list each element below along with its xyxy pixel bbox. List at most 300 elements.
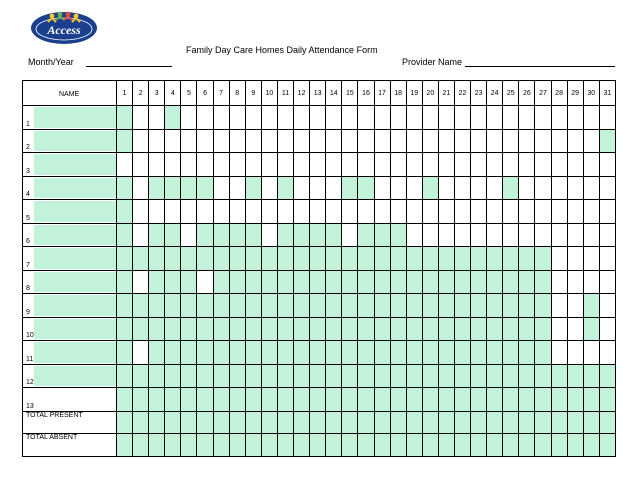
- attendance-cell[interactable]: [422, 223, 438, 247]
- total-cell[interactable]: [390, 434, 406, 457]
- attendance-cell[interactable]: [181, 341, 197, 365]
- attendance-cell[interactable]: [503, 388, 519, 412]
- attendance-cell[interactable]: [390, 364, 406, 388]
- attendance-cell[interactable]: [117, 294, 133, 318]
- attendance-cell[interactable]: [519, 270, 535, 294]
- total-cell[interactable]: [567, 411, 583, 434]
- attendance-cell[interactable]: [551, 341, 567, 365]
- total-cell[interactable]: [535, 434, 551, 457]
- attendance-cell[interactable]: [165, 364, 181, 388]
- attendance-cell[interactable]: [261, 294, 277, 318]
- attendance-cell[interactable]: [229, 388, 245, 412]
- total-cell[interactable]: [181, 411, 197, 434]
- total-cell[interactable]: [583, 411, 599, 434]
- attendance-cell[interactable]: [487, 153, 503, 177]
- attendance-cell[interactable]: [567, 200, 583, 224]
- total-cell[interactable]: [229, 434, 245, 457]
- attendance-cell[interactable]: [471, 200, 487, 224]
- attendance-cell[interactable]: [294, 388, 310, 412]
- attendance-cell[interactable]: [358, 129, 374, 153]
- child-name-cell[interactable]: [23, 270, 117, 294]
- attendance-cell[interactable]: [438, 317, 454, 341]
- name-entry-box[interactable]: [34, 248, 116, 269]
- attendance-cell[interactable]: [117, 223, 133, 247]
- attendance-cell[interactable]: [519, 223, 535, 247]
- attendance-cell[interactable]: [342, 317, 358, 341]
- attendance-cell[interactable]: [374, 388, 390, 412]
- attendance-cell[interactable]: [117, 106, 133, 130]
- attendance-cell[interactable]: [342, 247, 358, 271]
- attendance-cell[interactable]: [487, 364, 503, 388]
- child-name-cell[interactable]: [23, 294, 117, 318]
- total-cell[interactable]: [583, 434, 599, 457]
- total-cell[interactable]: [326, 434, 342, 457]
- attendance-cell[interactable]: [454, 364, 470, 388]
- attendance-cell[interactable]: [535, 294, 551, 318]
- attendance-cell[interactable]: [277, 341, 293, 365]
- attendance-cell[interactable]: [535, 176, 551, 200]
- attendance-cell[interactable]: [213, 223, 229, 247]
- total-cell[interactable]: [277, 411, 293, 434]
- attendance-cell[interactable]: [261, 153, 277, 177]
- attendance-cell[interactable]: [117, 388, 133, 412]
- attendance-cell[interactable]: [519, 153, 535, 177]
- attendance-cell[interactable]: [326, 247, 342, 271]
- attendance-cell[interactable]: [342, 200, 358, 224]
- attendance-cell[interactable]: [358, 176, 374, 200]
- attendance-cell[interactable]: [197, 223, 213, 247]
- attendance-cell[interactable]: [583, 153, 599, 177]
- child-name-cell[interactable]: [23, 129, 117, 153]
- attendance-cell[interactable]: [551, 270, 567, 294]
- total-cell[interactable]: [599, 411, 615, 434]
- attendance-cell[interactable]: [165, 153, 181, 177]
- attendance-cell[interactable]: [133, 317, 149, 341]
- attendance-cell[interactable]: [599, 294, 615, 318]
- attendance-cell[interactable]: [567, 388, 583, 412]
- attendance-cell[interactable]: [310, 317, 326, 341]
- total-cell[interactable]: [503, 434, 519, 457]
- attendance-cell[interactable]: [149, 294, 165, 318]
- attendance-cell[interactable]: [599, 200, 615, 224]
- total-cell[interactable]: [358, 411, 374, 434]
- name-entry-box[interactable]: [34, 295, 116, 316]
- attendance-cell[interactable]: [213, 153, 229, 177]
- attendance-cell[interactable]: [261, 106, 277, 130]
- attendance-cell[interactable]: [471, 317, 487, 341]
- attendance-cell[interactable]: [471, 364, 487, 388]
- attendance-cell[interactable]: [583, 270, 599, 294]
- attendance-cell[interactable]: [277, 247, 293, 271]
- total-cell[interactable]: [535, 411, 551, 434]
- attendance-cell[interactable]: [229, 364, 245, 388]
- attendance-cell[interactable]: [229, 341, 245, 365]
- attendance-cell[interactable]: [213, 388, 229, 412]
- attendance-cell[interactable]: [535, 200, 551, 224]
- attendance-cell[interactable]: [374, 129, 390, 153]
- attendance-cell[interactable]: [535, 388, 551, 412]
- attendance-cell[interactable]: [117, 247, 133, 271]
- attendance-cell[interactable]: [181, 200, 197, 224]
- attendance-cell[interactable]: [454, 388, 470, 412]
- attendance-cell[interactable]: [390, 317, 406, 341]
- attendance-cell[interactable]: [503, 153, 519, 177]
- name-entry-box[interactable]: [34, 342, 116, 363]
- name-entry-box[interactable]: [34, 225, 116, 246]
- attendance-cell[interactable]: [551, 223, 567, 247]
- attendance-cell[interactable]: [599, 270, 615, 294]
- attendance-cell[interactable]: [197, 153, 213, 177]
- attendance-cell[interactable]: [454, 200, 470, 224]
- attendance-cell[interactable]: [406, 341, 422, 365]
- attendance-cell[interactable]: [519, 294, 535, 318]
- attendance-cell[interactable]: [471, 294, 487, 318]
- name-entry-box[interactable]: [34, 131, 116, 152]
- total-cell[interactable]: [471, 411, 487, 434]
- attendance-cell[interactable]: [358, 223, 374, 247]
- total-cell[interactable]: [149, 411, 165, 434]
- attendance-cell[interactable]: [133, 294, 149, 318]
- attendance-cell[interactable]: [535, 247, 551, 271]
- attendance-cell[interactable]: [406, 153, 422, 177]
- attendance-cell[interactable]: [519, 364, 535, 388]
- child-name-cell[interactable]: [23, 388, 117, 412]
- attendance-cell[interactable]: [261, 200, 277, 224]
- attendance-cell[interactable]: [294, 247, 310, 271]
- attendance-cell[interactable]: [294, 176, 310, 200]
- attendance-cell[interactable]: [229, 200, 245, 224]
- attendance-cell[interactable]: [454, 176, 470, 200]
- attendance-cell[interactable]: [181, 364, 197, 388]
- child-name-cell[interactable]: [23, 176, 117, 200]
- attendance-cell[interactable]: [599, 388, 615, 412]
- total-cell[interactable]: [487, 411, 503, 434]
- attendance-cell[interactable]: [213, 176, 229, 200]
- attendance-cell[interactable]: [583, 388, 599, 412]
- attendance-cell[interactable]: [487, 223, 503, 247]
- attendance-cell[interactable]: [374, 317, 390, 341]
- attendance-cell[interactable]: [519, 247, 535, 271]
- attendance-cell[interactable]: [438, 176, 454, 200]
- attendance-cell[interactable]: [165, 294, 181, 318]
- attendance-cell[interactable]: [583, 294, 599, 318]
- attendance-cell[interactable]: [149, 341, 165, 365]
- provider-name-blank[interactable]: [465, 57, 615, 67]
- attendance-cell[interactable]: [551, 388, 567, 412]
- attendance-cell[interactable]: [422, 106, 438, 130]
- attendance-cell[interactable]: [406, 294, 422, 318]
- attendance-cell[interactable]: [133, 153, 149, 177]
- attendance-cell[interactable]: [390, 176, 406, 200]
- attendance-cell[interactable]: [326, 129, 342, 153]
- attendance-cell[interactable]: [567, 247, 583, 271]
- attendance-cell[interactable]: [326, 153, 342, 177]
- attendance-cell[interactable]: [551, 294, 567, 318]
- attendance-cell[interactable]: [535, 223, 551, 247]
- attendance-cell[interactable]: [567, 317, 583, 341]
- attendance-cell[interactable]: [326, 364, 342, 388]
- attendance-cell[interactable]: [422, 294, 438, 318]
- attendance-cell[interactable]: [197, 294, 213, 318]
- total-cell[interactable]: [133, 434, 149, 457]
- attendance-cell[interactable]: [117, 153, 133, 177]
- attendance-cell[interactable]: [197, 247, 213, 271]
- attendance-cell[interactable]: [422, 364, 438, 388]
- attendance-cell[interactable]: [406, 200, 422, 224]
- attendance-cell[interactable]: [422, 176, 438, 200]
- attendance-cell[interactable]: [245, 270, 261, 294]
- attendance-cell[interactable]: [294, 341, 310, 365]
- attendance-cell[interactable]: [133, 106, 149, 130]
- attendance-cell[interactable]: [310, 176, 326, 200]
- attendance-cell[interactable]: [277, 317, 293, 341]
- child-name-cell[interactable]: [23, 200, 117, 224]
- attendance-cell[interactable]: [149, 364, 165, 388]
- attendance-cell[interactable]: [261, 388, 277, 412]
- name-entry-box[interactable]: [34, 107, 116, 128]
- total-cell[interactable]: [326, 411, 342, 434]
- attendance-cell[interactable]: [197, 200, 213, 224]
- attendance-cell[interactable]: [310, 341, 326, 365]
- attendance-cell[interactable]: [213, 247, 229, 271]
- attendance-cell[interactable]: [277, 270, 293, 294]
- attendance-cell[interactable]: [390, 270, 406, 294]
- attendance-cell[interactable]: [181, 388, 197, 412]
- attendance-cell[interactable]: [165, 200, 181, 224]
- attendance-cell[interactable]: [342, 294, 358, 318]
- attendance-cell[interactable]: [519, 388, 535, 412]
- attendance-cell[interactable]: [390, 294, 406, 318]
- child-name-cell[interactable]: [23, 223, 117, 247]
- attendance-cell[interactable]: [567, 270, 583, 294]
- attendance-cell[interactable]: [438, 129, 454, 153]
- attendance-cell[interactable]: [551, 364, 567, 388]
- attendance-cell[interactable]: [454, 106, 470, 130]
- attendance-cell[interactable]: [149, 106, 165, 130]
- attendance-cell[interactable]: [503, 200, 519, 224]
- attendance-cell[interactable]: [310, 388, 326, 412]
- attendance-cell[interactable]: [310, 270, 326, 294]
- attendance-cell[interactable]: [551, 153, 567, 177]
- provider-name-field[interactable]: [402, 57, 615, 67]
- total-cell[interactable]: [117, 434, 133, 457]
- attendance-cell[interactable]: [374, 176, 390, 200]
- attendance-cell[interactable]: [551, 129, 567, 153]
- attendance-cell[interactable]: [229, 106, 245, 130]
- attendance-cell[interactable]: [213, 341, 229, 365]
- attendance-cell[interactable]: [181, 317, 197, 341]
- attendance-cell[interactable]: [165, 317, 181, 341]
- attendance-cell[interactable]: [165, 129, 181, 153]
- attendance-cell[interactable]: [213, 317, 229, 341]
- attendance-cell[interactable]: [229, 294, 245, 318]
- attendance-cell[interactable]: [390, 247, 406, 271]
- attendance-cell[interactable]: [310, 129, 326, 153]
- attendance-cell[interactable]: [294, 317, 310, 341]
- total-cell[interactable]: [374, 434, 390, 457]
- attendance-cell[interactable]: [390, 200, 406, 224]
- attendance-cell[interactable]: [454, 294, 470, 318]
- attendance-cell[interactable]: [310, 247, 326, 271]
- attendance-cell[interactable]: [471, 129, 487, 153]
- attendance-cell[interactable]: [165, 341, 181, 365]
- attendance-cell[interactable]: [245, 247, 261, 271]
- total-cell[interactable]: [261, 434, 277, 457]
- attendance-cell[interactable]: [422, 153, 438, 177]
- attendance-cell[interactable]: [245, 317, 261, 341]
- attendance-cell[interactable]: [310, 364, 326, 388]
- child-name-cell[interactable]: [23, 106, 117, 130]
- attendance-cell[interactable]: [294, 223, 310, 247]
- attendance-cell[interactable]: [181, 129, 197, 153]
- attendance-cell[interactable]: [374, 270, 390, 294]
- attendance-cell[interactable]: [310, 294, 326, 318]
- attendance-cell[interactable]: [261, 176, 277, 200]
- total-cell[interactable]: [503, 411, 519, 434]
- attendance-cell[interactable]: [519, 341, 535, 365]
- attendance-cell[interactable]: [326, 388, 342, 412]
- attendance-cell[interactable]: [583, 129, 599, 153]
- attendance-cell[interactable]: [277, 176, 293, 200]
- attendance-cell[interactable]: [599, 106, 615, 130]
- attendance-cell[interactable]: [326, 270, 342, 294]
- attendance-cell[interactable]: [406, 247, 422, 271]
- attendance-cell[interactable]: [133, 247, 149, 271]
- total-cell[interactable]: [454, 434, 470, 457]
- attendance-cell[interactable]: [374, 247, 390, 271]
- attendance-cell[interactable]: [245, 294, 261, 318]
- attendance-cell[interactable]: [487, 129, 503, 153]
- attendance-cell[interactable]: [471, 270, 487, 294]
- attendance-cell[interactable]: [422, 129, 438, 153]
- attendance-cell[interactable]: [374, 364, 390, 388]
- attendance-cell[interactable]: [326, 106, 342, 130]
- attendance-cell[interactable]: [197, 364, 213, 388]
- attendance-cell[interactable]: [567, 106, 583, 130]
- attendance-cell[interactable]: [583, 247, 599, 271]
- total-cell[interactable]: [487, 434, 503, 457]
- child-name-cell[interactable]: [23, 317, 117, 341]
- attendance-cell[interactable]: [438, 294, 454, 318]
- attendance-cell[interactable]: [487, 388, 503, 412]
- attendance-cell[interactable]: [390, 106, 406, 130]
- attendance-cell[interactable]: [277, 153, 293, 177]
- attendance-cell[interactable]: [390, 153, 406, 177]
- attendance-cell[interactable]: [406, 364, 422, 388]
- attendance-cell[interactable]: [149, 176, 165, 200]
- attendance-cell[interactable]: [117, 176, 133, 200]
- attendance-cell[interactable]: [583, 200, 599, 224]
- total-cell[interactable]: [519, 434, 535, 457]
- attendance-cell[interactable]: [390, 129, 406, 153]
- attendance-cell[interactable]: [245, 153, 261, 177]
- attendance-cell[interactable]: [503, 129, 519, 153]
- attendance-cell[interactable]: [406, 317, 422, 341]
- attendance-cell[interactable]: [583, 176, 599, 200]
- attendance-cell[interactable]: [519, 176, 535, 200]
- attendance-cell[interactable]: [133, 129, 149, 153]
- attendance-cell[interactable]: [535, 106, 551, 130]
- name-entry-box[interactable]: [34, 154, 116, 175]
- attendance-cell[interactable]: [567, 223, 583, 247]
- attendance-cell[interactable]: [567, 129, 583, 153]
- total-cell[interactable]: [229, 411, 245, 434]
- attendance-cell[interactable]: [229, 270, 245, 294]
- name-entry-box[interactable]: [34, 319, 116, 340]
- attendance-cell[interactable]: [197, 270, 213, 294]
- attendance-cell[interactable]: [471, 176, 487, 200]
- attendance-cell[interactable]: [245, 223, 261, 247]
- name-entry-box[interactable]: [34, 366, 116, 387]
- attendance-cell[interactable]: [599, 317, 615, 341]
- attendance-cell[interactable]: [503, 341, 519, 365]
- total-cell[interactable]: [342, 434, 358, 457]
- attendance-cell[interactable]: [567, 364, 583, 388]
- attendance-cell[interactable]: [149, 270, 165, 294]
- attendance-cell[interactable]: [438, 223, 454, 247]
- attendance-cell[interactable]: [181, 176, 197, 200]
- child-name-cell[interactable]: [23, 341, 117, 365]
- attendance-cell[interactable]: [358, 388, 374, 412]
- attendance-cell[interactable]: [294, 294, 310, 318]
- attendance-cell[interactable]: [535, 129, 551, 153]
- attendance-cell[interactable]: [519, 317, 535, 341]
- child-name-cell[interactable]: [23, 247, 117, 271]
- attendance-cell[interactable]: [454, 247, 470, 271]
- total-cell[interactable]: [438, 434, 454, 457]
- attendance-cell[interactable]: [229, 153, 245, 177]
- attendance-cell[interactable]: [438, 247, 454, 271]
- attendance-cell[interactable]: [149, 317, 165, 341]
- attendance-cell[interactable]: [422, 341, 438, 365]
- child-name-cell[interactable]: [23, 153, 117, 177]
- month-year-blank[interactable]: [86, 57, 172, 67]
- total-cell[interactable]: [149, 434, 165, 457]
- attendance-cell[interactable]: [197, 388, 213, 412]
- attendance-cell[interactable]: [406, 106, 422, 130]
- attendance-cell[interactable]: [503, 176, 519, 200]
- attendance-cell[interactable]: [487, 247, 503, 271]
- attendance-cell[interactable]: [165, 388, 181, 412]
- total-cell[interactable]: [358, 434, 374, 457]
- attendance-cell[interactable]: [277, 388, 293, 412]
- attendance-cell[interactable]: [197, 176, 213, 200]
- attendance-cell[interactable]: [551, 176, 567, 200]
- attendance-cell[interactable]: [535, 270, 551, 294]
- attendance-cell[interactable]: [583, 341, 599, 365]
- attendance-cell[interactable]: [133, 341, 149, 365]
- name-entry-box[interactable]: [34, 178, 116, 199]
- attendance-cell[interactable]: [213, 294, 229, 318]
- attendance-cell[interactable]: [535, 341, 551, 365]
- attendance-cell[interactable]: [245, 129, 261, 153]
- attendance-cell[interactable]: [165, 176, 181, 200]
- attendance-cell[interactable]: [342, 341, 358, 365]
- attendance-cell[interactable]: [503, 317, 519, 341]
- attendance-cell[interactable]: [503, 106, 519, 130]
- attendance-cell[interactable]: [599, 153, 615, 177]
- attendance-cell[interactable]: [406, 176, 422, 200]
- attendance-cell[interactable]: [294, 129, 310, 153]
- attendance-cell[interactable]: [374, 200, 390, 224]
- attendance-cell[interactable]: [294, 106, 310, 130]
- attendance-cell[interactable]: [310, 106, 326, 130]
- attendance-cell[interactable]: [503, 223, 519, 247]
- attendance-cell[interactable]: [374, 341, 390, 365]
- total-cell[interactable]: [471, 434, 487, 457]
- attendance-cell[interactable]: [471, 341, 487, 365]
- month-year-field[interactable]: [28, 57, 172, 67]
